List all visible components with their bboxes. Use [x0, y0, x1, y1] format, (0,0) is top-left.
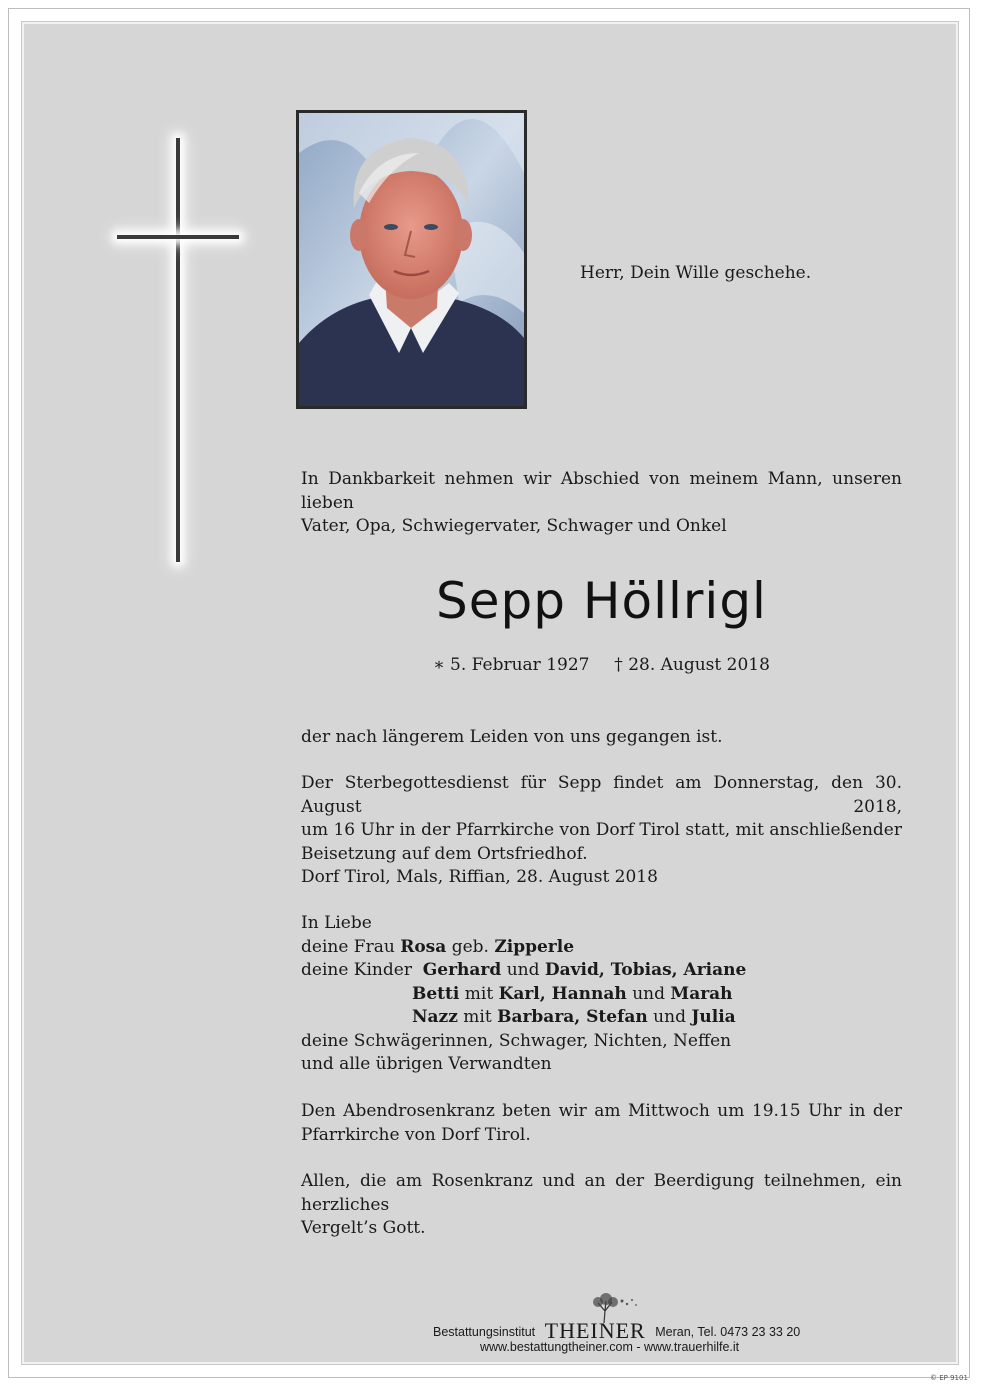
rosary-info: [301, 1100, 902, 1147]
footer-websites: www.bestattungtheiner.com - www.trauerhilfe.it: [480, 1340, 740, 1354]
grandchild-name: Julia: [691, 1007, 736, 1027]
relatives-row: und alle übrigen Verwandten: [301, 1054, 552, 1074]
children-row: deine Kinder Gerhard und David, Tobias, Ariane: [301, 960, 747, 980]
grandchild-name: Marah: [670, 983, 733, 1004]
thanks-line: Allen, die am Rosenkranz und an der Beerdigung teilnehmen, ein herzliches: [301, 1171, 902, 1215]
intro-line: Vater, Opa, Schwiegervater, Schwager und Onkel: [301, 516, 727, 536]
inlaws-row: deine Schwägerinnen, Schwager, Nichten, Neffen: [301, 1030, 732, 1051]
footer-institute: Bestattungsinstitut: [433, 1325, 536, 1339]
portrait-photo: [296, 110, 527, 409]
thanks-line: Vergelt’s Gott.: [301, 1218, 426, 1238]
in-love: In Liebe: [301, 913, 372, 933]
print-code: © EP 9101: [930, 1374, 968, 1382]
cross-icon-bar: [117, 235, 239, 239]
children-row: Nazz mit Barbara, Stefan und Julia: [412, 1007, 736, 1027]
family-list: [301, 912, 746, 1077]
birth-symbol: ∗: [433, 655, 445, 675]
child-partner: David, Tobias, Ariane: [544, 960, 747, 980]
child-partner: Barbara, Stefan: [497, 1007, 648, 1027]
life-dates: [301, 654, 902, 678]
thanks-info: [301, 1170, 902, 1241]
intro-line: In Dankbarkeit nehmen wir Abschied von meinem Mann, unseren lieben: [301, 469, 902, 513]
death-symbol: †: [614, 655, 623, 675]
child-name: Betti: [412, 983, 460, 1004]
rosary-line: Den Abendrosenkranz beten wir am Mittwoch um 19.15 Uhr in der: [301, 1101, 902, 1121]
child-name: Nazz: [412, 1007, 458, 1027]
footer-contact: Meran, Tel. 0473 23 33 20: [655, 1325, 801, 1339]
children-row: Betti mit Karl, Hannah und Marah: [412, 983, 733, 1004]
wife-name: Rosa: [400, 936, 447, 957]
funeral-info: [301, 772, 902, 866]
death-date: 28. August 2018: [628, 655, 770, 675]
funeral-line: um 16 Uhr in der Pfarrkirche von Dorf Tirol statt, mit anschließender: [301, 820, 902, 840]
passed-line: der nach längerem Leiden von uns gegangen ist.: [301, 727, 723, 747]
place-date: Dorf Tirol, Mals, Riffian, 28. August 2018: [301, 867, 658, 887]
wife-maiden-name: Zipperle: [494, 936, 575, 957]
child-partner: Karl, Hannah: [498, 983, 627, 1004]
child-name: Gerhard: [422, 960, 502, 980]
cross-icon: [176, 138, 180, 562]
intro-text: [301, 468, 902, 539]
wife-row: deine Frau Rosa geb. Zipperle: [301, 936, 575, 957]
footer-brand: THEINER: [544, 1318, 646, 1343]
funeral-line: Beisetzung auf dem Ortsfriedhof.: [301, 843, 588, 864]
rosary-line: Pfarrkirche von Dorf Tirol.: [301, 1124, 531, 1145]
funeral-line: Der Sterbegottesdienst für Sepp findet am Donnerstag, den 30. August 2018,: [301, 773, 902, 817]
deceased-name: Sepp Höllrigl: [436, 572, 767, 630]
motto: Herr, Dein Wille geschehe.: [580, 263, 812, 283]
birth-date: 5. Februar 1927: [450, 655, 590, 675]
